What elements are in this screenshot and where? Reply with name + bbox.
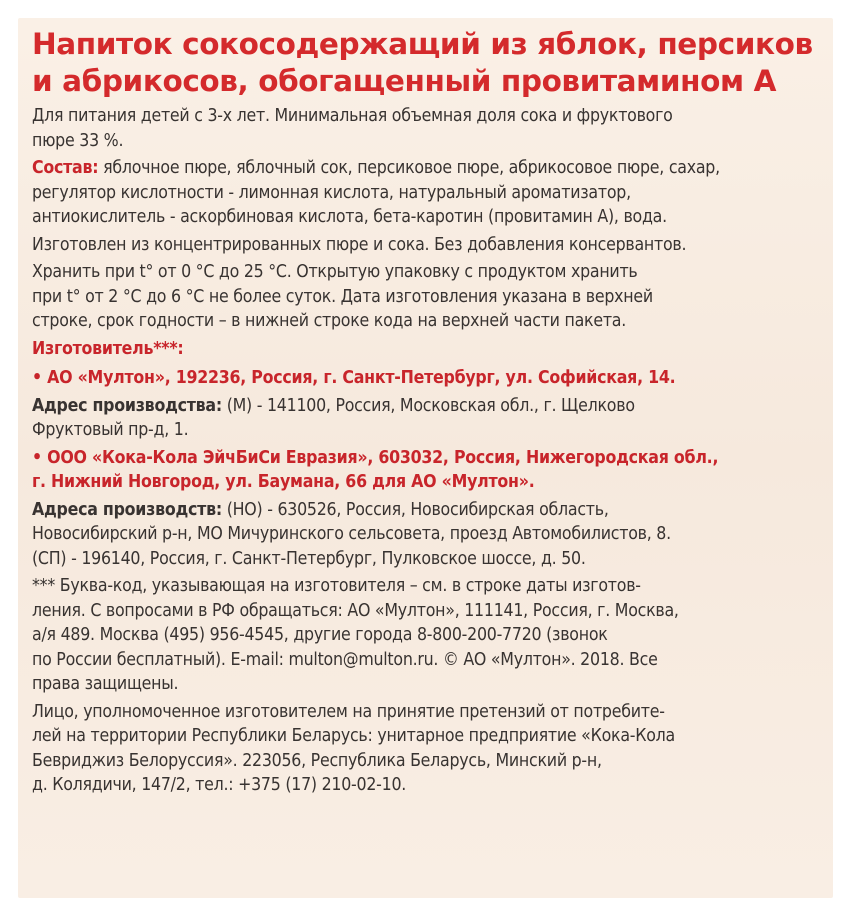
- belarus-line: Бевриджиз Белоруссия». 223056, Республика Беларусь, Минский р-н,: [32, 750, 602, 771]
- production-address-line: [32, 394, 821, 419]
- footnote-line: по России бесплатный). E-mail: multon@multon.ru. © АО «Мултон». 2018. Все: [32, 649, 658, 670]
- production-address-label: Адрес производства:: [32, 395, 222, 416]
- composition-line: [32, 156, 821, 181]
- production-addresses-line: [32, 498, 821, 523]
- composition-text: яблочное пюре, яблочный сок, персиковое пюре, абрикосовое пюре, сахар,: [98, 158, 720, 178]
- intro-text: [32, 104, 821, 153]
- production-address: [32, 394, 821, 443]
- title-line: Напиток сокосодержащий из яблок, персиков: [32, 27, 813, 61]
- footnote-line: ления. С вопросами в РФ обращаться: АО «Мултон», 111141, Россия, г. Москва,: [32, 600, 679, 621]
- intro-line: пюре 33 %.: [32, 130, 124, 151]
- storage-line: строке, срок годности – в нижней строке кода на верхней части пакета.: [32, 311, 627, 331]
- production-addresses-line: (СП) - 196140, Россия, г. Санкт-Петербург, Пулковское шоссе, д. 50.: [32, 548, 586, 569]
- storage-line: при t° от 2 °С до 6 °С не более суток. Дата изготовления указана в верхней: [32, 286, 653, 307]
- storage-conditions: [32, 260, 821, 334]
- production-addresses-label: Адреса производств:: [32, 499, 222, 520]
- belarus-representative: [32, 700, 821, 798]
- manufacturer-entry-line: • ООО «Кока-Кола ЭйчБиСи Евразия», 603032, Россия, Нижегородская обл.,: [32, 447, 719, 468]
- storage-line: Хранить при t° от 0 °С до 25 °С. Открытую упаковку с продуктом хранить: [32, 262, 638, 282]
- product-title: [32, 26, 821, 100]
- footnote-line: права защищены.: [32, 674, 179, 694]
- footnote: [32, 574, 821, 697]
- manufacturer-section: [32, 337, 821, 391]
- composition-line: регулятор кислотности - лимонная кислота, натуральный ароматизатор,: [32, 182, 631, 203]
- made-from-line: Изготовлен из концентрированных пюре и сока. Без добавления консервантов.: [32, 234, 687, 255]
- production-addresses: [32, 498, 821, 572]
- intro-line: Для питания детей с 3-х лет. Минимальная объемная доля сока и фруктового: [32, 106, 673, 126]
- production-addresses-line: Новосибирский р-н, МО Мичуринского сельсовета, проезд Автомобилистов, 8.: [32, 524, 671, 544]
- footnote-line: *** Буква-код, указывающая на изготовителя – см. в строке даты изготов-: [32, 576, 641, 596]
- title-line: и абрикосов, обогащенный провитамином А: [32, 64, 777, 98]
- manufacturer-entry-2: [32, 446, 821, 495]
- manufacturer-heading: Изготовитель***:: [32, 338, 184, 359]
- belarus-line: лей на территории Республики Беларусь: унитарное предприятие «Кока-Кола: [32, 726, 675, 746]
- production-address-text: (М) - 141100, Россия, Московская обл., г. Щелково: [221, 395, 635, 416]
- manufacturer-entry: • АО «Мултон», 192236, Россия, г. Санкт-Петербург, ул. Софийская, 14.: [32, 368, 676, 388]
- belarus-line: Лицо, уполномоченное изготовителем на принятие претензий от потребите-: [32, 701, 665, 722]
- composition-label: Состав:: [32, 158, 99, 178]
- composition-line: антиокислитель - аскорбиновая кислота, бета-каротин (провитамин А), вода.: [32, 207, 667, 227]
- manufacturer-entry-line: г. Нижний Новгород, ул. Баумана, 66 для АО «Мултон».: [32, 472, 535, 492]
- made-from-text: [32, 233, 821, 258]
- product-label: [18, 18, 833, 898]
- production-addresses-text: (НО) - 630526, Россия, Новосибирская область,: [221, 499, 609, 520]
- composition-block: [32, 156, 821, 230]
- belarus-line: д. Колядичи, 147/2, тел.: +375 (17) 210-02-10.: [32, 775, 407, 795]
- footnote-line: а/я 489. Москва (495) 956-4545, другие города 8-800-200-7720 (звонок: [32, 625, 608, 645]
- production-address-line: Фруктовый пр-д, 1.: [32, 420, 189, 440]
